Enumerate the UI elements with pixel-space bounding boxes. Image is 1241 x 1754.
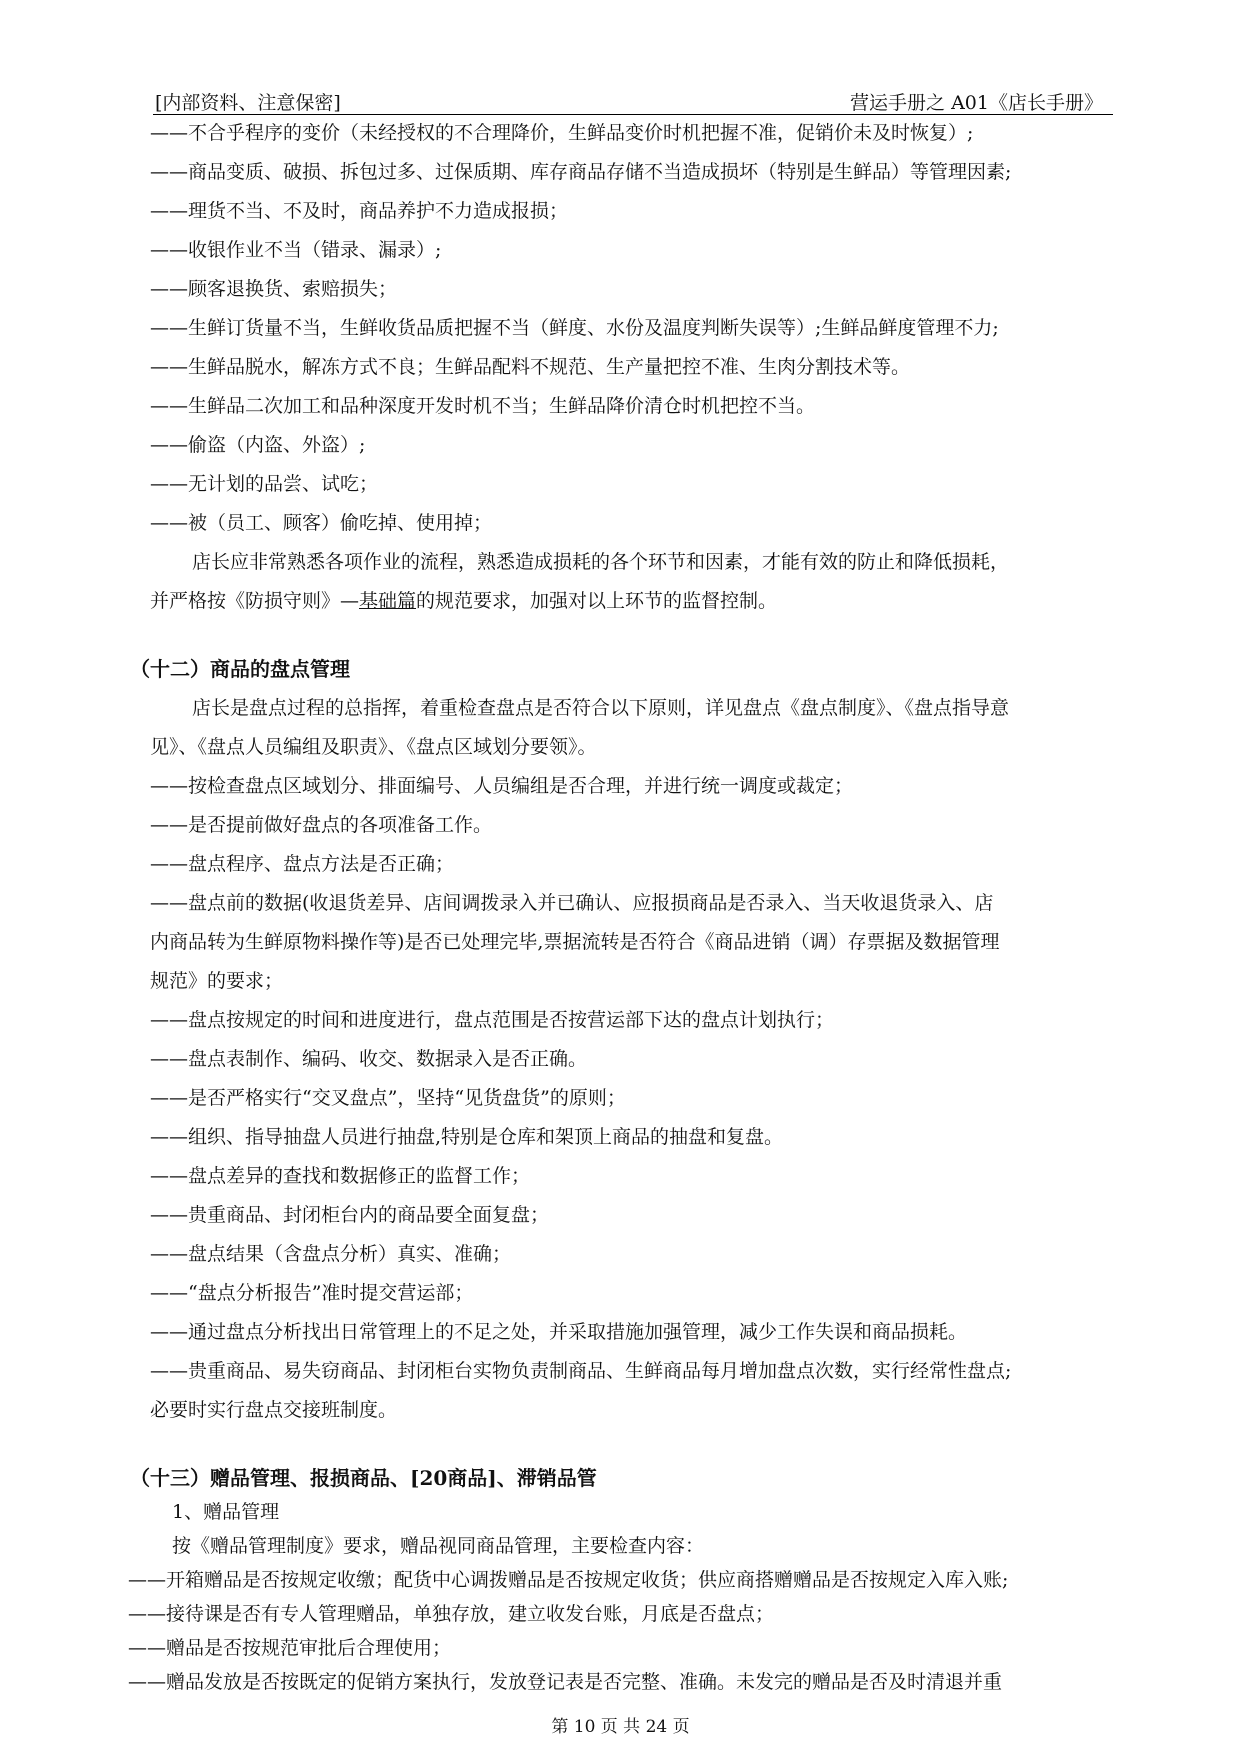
page-number-footer: 第 10 页 共 24 页 bbox=[551, 1717, 690, 1737]
list-item: ——盘点程序、盘点方法是否正确； bbox=[150, 853, 455, 875]
paragraph-text: 并严格按《防损守则》— bbox=[150, 590, 360, 612]
list-item: ——贵重商品、易失窃商品、封闭柜台实物负责制商品、生鲜商品每月增加盘点次数，实行经常性盘点; bbox=[150, 1360, 1012, 1382]
list-item: ——收银作业不当（错录、漏录）; bbox=[150, 239, 442, 261]
list-item: ——是否提前做好盘点的各项准备工作。 bbox=[150, 814, 493, 836]
list-item: ——生鲜品脱水，解冻方式不良；生鲜品配料不规范、生产量把控不准、生肉分割技术等。 bbox=[150, 356, 911, 378]
header-manual-title: 营运手册之 A01《店长手册》 bbox=[850, 92, 1103, 114]
page-header bbox=[153, 86, 1113, 115]
basic-chapter-link[interactable]: 基础篇 bbox=[359, 590, 417, 612]
list-item: ——理货不当、不及时，商品养护不力造成报损； bbox=[150, 200, 569, 222]
paragraph-text: 的规范要求，加强对以上环节的监督控制。 bbox=[416, 590, 778, 612]
list-item: ——组织、指导抽盘人员进行抽盘,特别是仓库和架顶上商品的抽盘和复盘。 bbox=[150, 1126, 784, 1148]
list-item: ——按检查盘点区域划分、排面编号、人员编组是否合理，并进行统一调度或裁定； bbox=[150, 775, 854, 797]
list-item: ——盘点按规定的时间和进度进行，盘点范围是否按营运部下达的盘点计划执行； bbox=[150, 1009, 835, 1031]
list-item: ——“盘点分析报告”准时提交营运部； bbox=[150, 1282, 474, 1304]
list-item: ——偷盗（内盗、外盗）; bbox=[150, 434, 366, 456]
list-item: ——是否严格实行“交叉盘点”，坚持“见货盘货”的原则； bbox=[150, 1087, 626, 1109]
list-item: ——无计划的品尝、试吃； bbox=[150, 473, 379, 495]
list-item: ——生鲜品二次加工和品种深度开发时机不当；生鲜品降价清仓时机把控不当。 bbox=[150, 395, 816, 417]
paragraph-line: 店长应非常熟悉各项作业的流程，熟悉造成损耗的各个环节和因素，才能有效的防止和降低损耗， bbox=[192, 551, 1010, 573]
list-item: 必要时实行盘点交接班制度。 bbox=[150, 1399, 398, 1421]
paragraph-line bbox=[150, 586, 777, 616]
list-item: ——生鲜订货量不当，生鲜收货品质把握不当（鲜度、水份及温度判断失误等）;生鲜品鲜度管理不力; bbox=[150, 317, 999, 339]
list-item: ——赠品发放是否按既定的促销方案执行，发放登记表是否完整、准确。未发完的赠品是否及时清退并重 bbox=[128, 1671, 1003, 1693]
list-item: ——盘点表制作、编码、收交、数据录入是否正确。 bbox=[150, 1048, 588, 1070]
list-item: ——通过盘点分析找出日常管理上的不足之处，并采取措施加强管理，减少工作失误和商品损耗。 bbox=[150, 1321, 968, 1343]
section-heading: （十三）赠品管理、报损商品、[20商品]、滞销品管 bbox=[130, 1466, 597, 1490]
list-item: ——开箱赠品是否按规定收缴；配货中心调拨赠品是否按规定收货；供应商搭赠赠品是否按规定入库入账; bbox=[128, 1569, 1009, 1591]
header-confidential-label: [内部资料、注意保密] bbox=[155, 92, 341, 114]
paragraph-line: 见》、《盘点人员编组及职责》、《盘点区域划分要领》。 bbox=[150, 736, 597, 758]
list-item: ——盘点差异的查找和数据修正的监督工作； bbox=[150, 1165, 531, 1187]
subsection-heading: 1、赠品管理 bbox=[172, 1501, 280, 1523]
list-item: ——被（员工、顾客）偷吃掉、使用掉； bbox=[150, 512, 493, 534]
list-item: ——商品变质、破损、拆包过多、过保质期、库存商品存储不当造成损坏（特别是生鲜品）等管理因素; bbox=[150, 161, 1012, 183]
list-item: 内商品转为生鲜原物料操作等)是否已处理完毕,票据流转是否符合《商品进销（调）存票据及数据管理 bbox=[150, 931, 1000, 953]
list-item: ——赠品是否按规范审批后合理使用； bbox=[128, 1637, 452, 1659]
list-item: 规范》的要求； bbox=[150, 970, 284, 992]
list-item: ——盘点结果（含盘点分析）真实、准确； bbox=[150, 1243, 512, 1265]
list-item: ——不合乎程序的变价（未经授权的不合理降价，生鲜品变价时机把握不准，促销价未及时恢复）; bbox=[150, 122, 974, 144]
section-heading: （十二）商品的盘点管理 bbox=[130, 657, 350, 681]
paragraph-line: 店长是盘点过程的总指挥，着重检查盘点是否符合以下原则，详见盘点《盘点制度》、《盘点指导意 bbox=[192, 697, 1010, 719]
list-item: ——顾客退换货、索赔损失； bbox=[150, 278, 398, 300]
list-item: ——接待课是否有专人管理赠品，单独存放，建立收发台账，月底是否盘点； bbox=[128, 1603, 775, 1625]
list-item: ——贵重商品、封闭柜台内的商品要全面复盘； bbox=[150, 1204, 550, 1226]
list-item: ——盘点前的数据(收退货差异、店间调拨录入并已确认、应报损商品是否录入、当天收退货录入、店 bbox=[150, 892, 994, 914]
paragraph-line: 按《赠品管理制度》要求，赠品视同商品管理，主要检查内容： bbox=[172, 1535, 705, 1557]
